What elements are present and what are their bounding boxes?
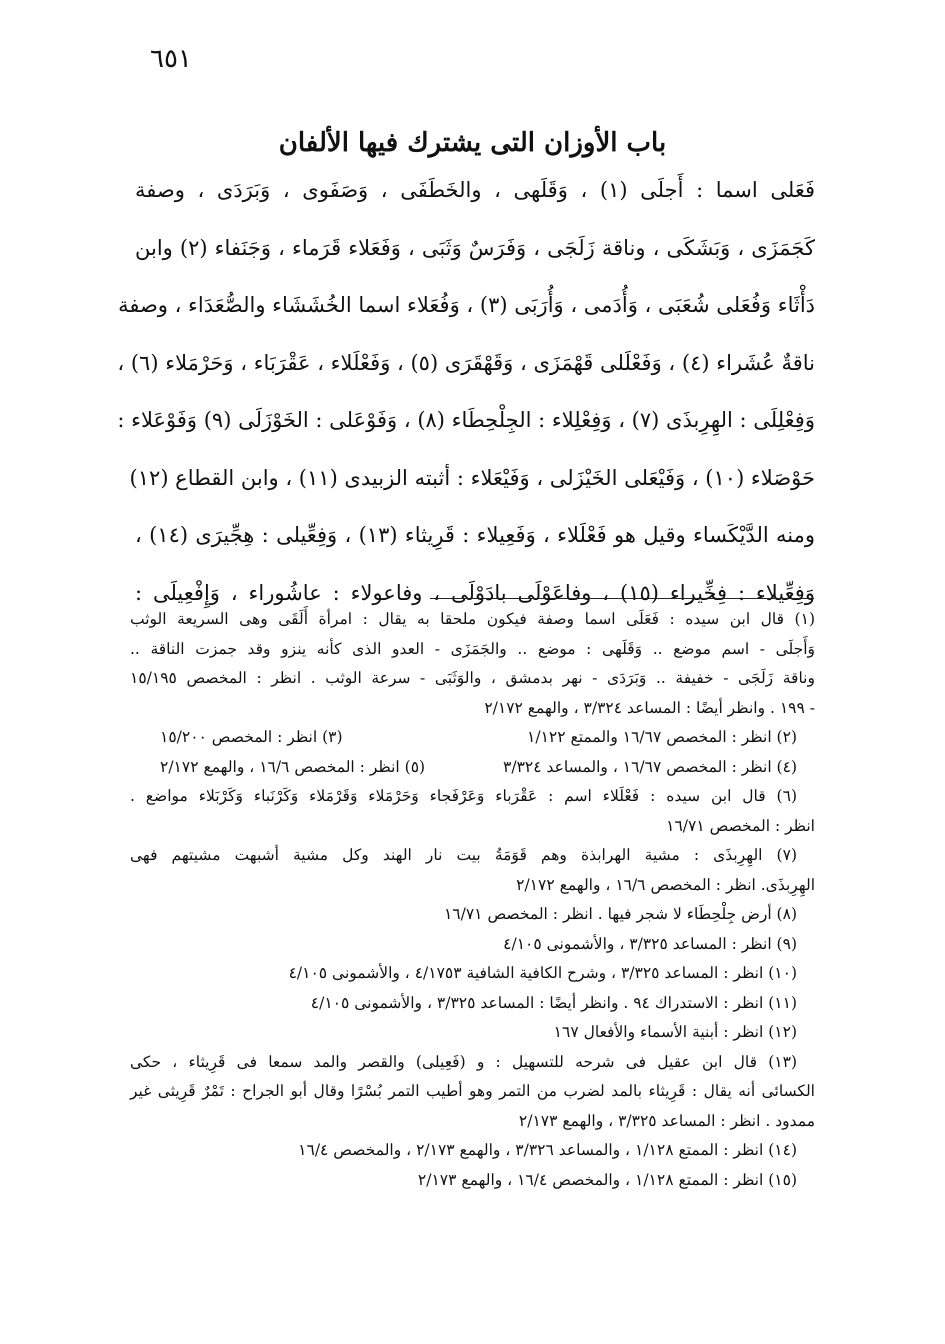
footnotes [130,605,815,1195]
main-text [117,178,815,640]
footnote-2: (٢) انظر : المخصص ١٦/٦٧ والممتع ١/١٢٢ [527,728,797,746]
footnote-9: (٩) انظر : المساعد ٣/٣٢٥ ، والأشمونى ٤/١٠٥ [503,934,797,953]
main-text-line: وَفِعْلِلَى : الهِرِبذَى (٧) ، وَفِعْلِلاء : الجِلْحِطَاء (٨) ، وَفَوْعَلى : الخَوْزَلَى (٩) وَفَوْعَلاء : [117,408,815,432]
footnote-6-line: (٦) قال ابن سيده : فَعْلَلاء اسم : عَقْرَباء وَعَرْفَجاء وَحَرْمَلاء وَقَرْمَلاء وَكَرْنَباء وَكَرْبَلاء مواضع . [130,787,797,805]
footnote-7-line: الهِرِبذَى. انظر : المخصص ١٦/٦ ، والهمع ٢/١٧٢ [516,875,815,894]
footnote-13-line: الكسائى أنه يقال : قَرِيثاء بالمد لضرب من التمر وهو أطيب التمر بُسْرًا وقال أبو الجراح : تَمْرٌ قَرِيثى غير [130,1082,815,1100]
footnote-5: (٥) انظر : المخصص ١٦/٦ ، والهمع ٢/١٧٢ [160,757,426,776]
main-text-line: دَأْثَاء وَفُعَلى شُعَبَى ، وَأُدَمى ، وَأُرَبَى (٣) ، وَفُعَلاء اسما الخُشَشَاء والصُّعَدَاء ، وصفة [118,293,815,317]
main-text-line: حَوْصَلاء (١٠) ، وَفَيْعَلى الخَيْزَلى ، وَفَيْعَلاء : أثبته الزبيدى (١١) ، وابن القطاع (١٢) [129,465,815,490]
footnote-14: (١٤) انظر : الممتع ١/١٢٨ ، والمساعد ٣/٣٢٦ ، والهمع ٢/١٧٣ ، والمخصص ١٦/٤ [298,1141,797,1159]
footnote-13-line: ممدود . انظر : المساعد ٣/٣٢٥ ، والهمع ٢/١٧٣ [518,1111,815,1130]
footnote-4: (٤) انظر : المخصص ١٦/٦٧ ، والمساعد ٣/٣٢٤ [503,757,797,776]
footnote-10: (١٠) انظر : المساعد ٣/٣٢٥ ، وشرح الكافية الشافية ٤/١٧٥٣ ، والأشمونى ٤/١٠٥ [288,964,797,982]
chapter-title: باب الأوزان التى يشترك فيها الألفان [278,128,667,158]
footnote-1-line: - ١٩٩ . وانظر أيضًا : المساعد ٣/٣٢٤ ، والهمع ٢/١٧٢ [484,698,815,717]
footnote-1-line: (١) قال ابن سيده : فَعَلَى اسما وصفة فيكون ملحقا به يقال : امرأة أَلَقَى وهى السريعة الوثب [130,610,815,628]
page-number: ٦٥١ [150,44,192,74]
footnote-row-2-3 [130,723,815,753]
footnote-1-line: وناقة زَلَجَى - خفيفة .. وَبَرَدَى - نهر بدمشق ، والوَثَبَى - سرعة الوثب . انظر : المخصص ١٥/١٩٥ [130,669,815,687]
footnote-15: (١٥) انظر : الممتع ١/١٢٨ ، والمخصص ١٦/٤ ، والهمع ٢/١٧٣ [417,1170,797,1189]
main-text-line: ناقةٌ عُشَراء (٤) ، وَفَعْلَلى قَهْمَزَى ، وَقَهْقَرَى (٥) ، وَفَعْلَلاء ، عَقْرَبَاء ، وَحَرْمَلاء (٦) ، [117,350,815,375]
main-text-line: فَعَلى اسما : أَجلَى (١) ، وَقَلَهى ، والخَطَفَى ، وَصَفَوى ، وَبَرَدَى ، وصفة [135,178,815,202]
footnote-3: (٣) انظر : المخصص ١٥/٢٠٠ [160,728,343,746]
main-text-line: وَفِعِّيلاء : فِخِّيراء (١٥) ، وفاعَوْلَى بادَوْلَى ، وفاعولاء : عاشُوراء ، وَإِفْعِيلَى : [135,580,815,605]
footnote-8: (٨) أرض جِلْحِطَاء لا شجر فيها . انظر : المخصص ١٦/٧١ [443,905,797,923]
main-text-line: ومنه الدَّيْكَساء وقيل هو فَعْلَلاء ، وَفَعِيلاء : قَرِيثاء (١٣) ، وَفِعِّيلى : هِجِّيرَى (١٤) ، [135,523,815,547]
main-text-line: كَجَمَزَى ، وَبَشَكَى ، وناقة زَلَجَى ، وَفَرَسٌ وَثَبَى ، وَفَعَلاء قَرَماء ، وَجَنَفاء (٢) وابن [135,235,815,260]
footnote-6-line: انظر : المخصص ١٦/٧١ [666,816,815,835]
footnote-separator [430,598,814,599]
footnote-1-line: وَأَجلَى - اسم موضع .. وَقَلَهى : موضع .. والجَمَزَى - العدو الذى كأنه ينزو وقد جمزت الناقة .. [130,639,815,658]
footnote-7-line: (٧) الهِرِبذَى : مشية الهرابذة وهم قَوَمَةُ بيت نار الهند وكل مشية أشبهت مشيتهم فهى [130,846,797,864]
footnote-12: (١٢) انظر : أبنية الأسماء والأفعال ١٦٧ [553,1023,797,1041]
footnote-row-4-5 [130,753,815,783]
footnote-11: (١١) انظر : الاستدراك ٩٤ . وانظر أيضًا : المساعد ٣/٣٢٥ ، والأشمونى ٤/١٠٥ [310,993,797,1012]
footnote-13-line: (١٣) قال ابن عقيل فى شرحه للتسهيل : و (فَعِيلى) والقصر والمد سمعا فى قَرِيثاء ، حكى [130,1052,797,1071]
